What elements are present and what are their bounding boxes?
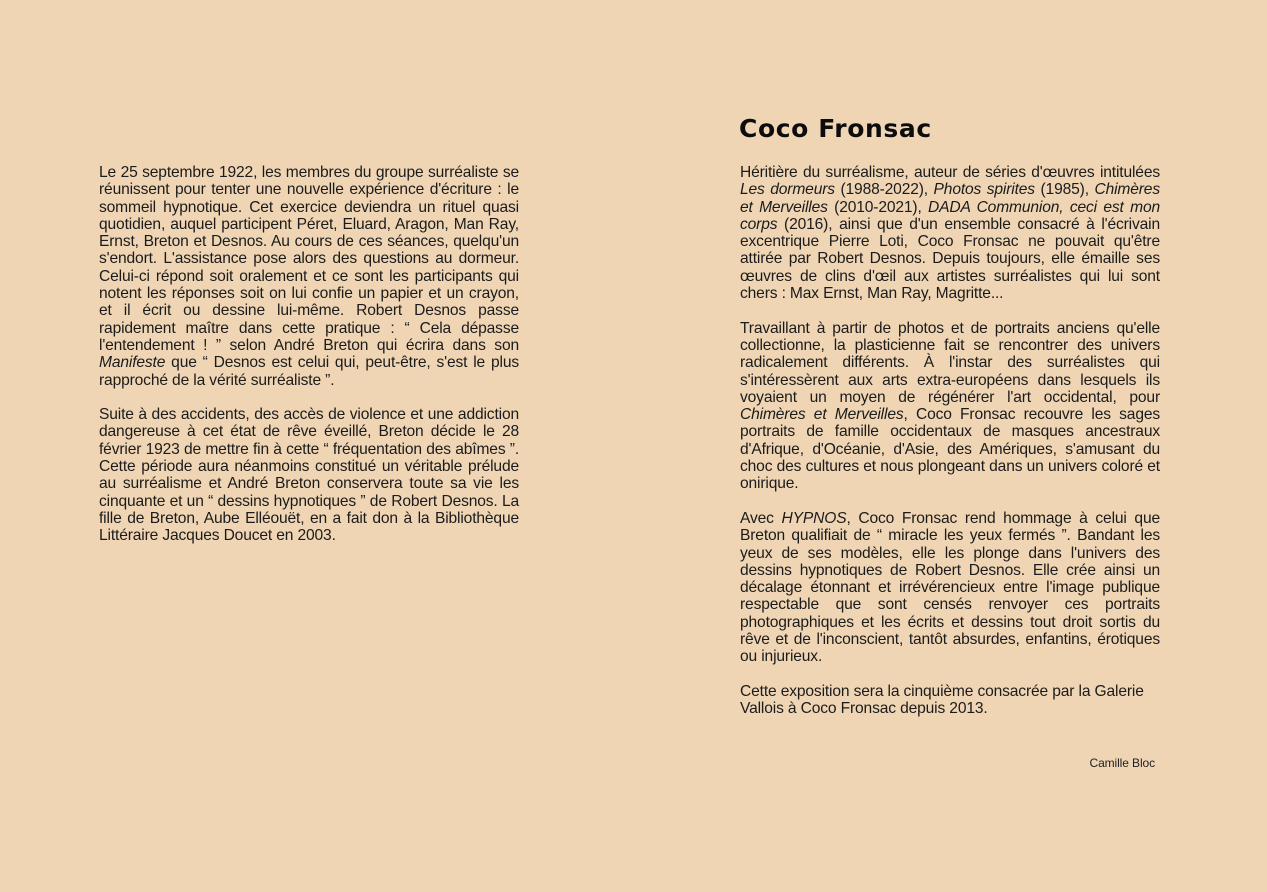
italic-title-text: Photos spirites bbox=[933, 181, 1035, 199]
text-run: (2016), ainsi que d'un ensemble consacré à l'écrivain excentrique Pierre Loti, Coco Fronsac ne pouvait qu'être attirée par Robert Desnos. Depuis toujours, elle émaille ses œuvres de clins d'œil aux artistes surréalistes qui lui sont chers : Max Ernst, Man Ray, Magritte... bbox=[740, 215, 1160, 303]
right-paragraph-2 bbox=[740, 320, 1160, 493]
text-run: Héritière du surréalisme, auteur de séries d'œuvres intitulées bbox=[740, 164, 1160, 181]
italic-title-text: DADA Communion, ceci est mon corps bbox=[740, 198, 1160, 233]
text-run: (1985), bbox=[1034, 181, 1095, 199]
right-text-column bbox=[740, 164, 1160, 735]
left-paragraph-1 bbox=[99, 164, 519, 389]
text-run: Le 25 septembre 1922, les membres du groupe surréaliste se réunissent pour tenter une nouvelle expérience d'écriture : le sommeil hypnotique. Cet exercice deviendra un rituel quasi quotidien, auquel participent Péret, Eluard, Aragon, Man Ray, Ernst, Breton et Desnos. Au cours de ces séances, quelqu'un s'endort. L'assistance pose alors des questions au dormeur. Celui-ci répond soit oralement et ce sont les participants qui notent les réponses soit on lui confie un papier et un crayon, et il écrit ou dessine lui-même. Robert Desnos passe rapidement maître dans cette pratique : “ Cela dépasse l'entendement ! ” selon André Breton qui écrira dans son bbox=[99, 164, 519, 354]
text-run: Cette exposition sera la cinquième consacrée par la Galerie Vallois à Coco Fronsac depuis 2013. bbox=[740, 682, 1144, 718]
italic-title-text: Les dormeurs bbox=[740, 181, 835, 199]
text-run: (1988-2022), bbox=[834, 181, 934, 199]
text-run: , Coco Fronsac recouvre les sages portraits de famille occidentaux de masques ancestraux d'Afrique, d'Océanie, d'Asie, des Amériques, s'amusant du choc des cultures et nous plongeant dans un univers coloré et onirique. bbox=[740, 406, 1161, 493]
text-run: Avec bbox=[740, 509, 782, 527]
left-text-column bbox=[99, 164, 519, 562]
italic-title-text: Chimères et Merveilles bbox=[740, 181, 1160, 216]
text-run: , Coco Fronsac rend hommage à celui que Breton qualifiait de “ miracle les yeux fermés ”. Bandant les yeux de ses modèles, elle les plonge dans l'univers des dessins hypnotiques de Robert Desnos. Elle crée ainsi un décalage étonnant et irrévérencieux entre l'image publique respectable que sont censés renvoyer ces portraits photographiques et les écrits et dessins tout droit sortis du rêve et de l'inconscient, tantôt absurdes, enfantins, érotiques ou injurieux. bbox=[740, 509, 1161, 666]
right-paragraph-1 bbox=[740, 164, 1160, 302]
left-paragraph-2 bbox=[99, 406, 519, 544]
text-run: Suite à des accidents, des accès de violence et une addiction dangereuse à cet état de rêve éveillé, Breton décide le 28 février 1923 de mettre fin à cette “ fréquentation des abîmes ”. Cette période aura néanmoins constitué un véritable prélude au surréalisme et André Breton conservera toute sa vie les cinquante et un “ dessins hypnotiques ” de Robert Desnos. La fille de Breton, Aube Elléouët, en a fait don à la Bibliothèque Littéraire Jacques Doucet en 2003. bbox=[99, 406, 519, 545]
author-signature: Camille Bloc bbox=[1089, 756, 1155, 770]
left-page bbox=[0, 0, 633, 892]
text-run: Travaillant à partir de photos et de portraits anciens qu'elle collectionne, la plasticienne fait se rencontrer des univers radicalement différents. À l'instar des surréalistes qui s'intéressèrent aux arts extra-européens dans lesquels ils voyaient un moyen de régénérer l'art occidental, pour bbox=[740, 319, 1160, 406]
right-page bbox=[633, 0, 1267, 892]
text-run: que “ Desnos est celui qui, peut-être, s'est le plus rapproché de la vérité surréaliste ”. bbox=[99, 354, 519, 389]
italic-title-text: HYPNOS bbox=[781, 509, 847, 527]
italic-title-text: Chimères et Merveilles bbox=[740, 406, 904, 424]
text-run: (2010-2021), bbox=[827, 198, 929, 216]
article-title: Coco Fronsac bbox=[739, 114, 932, 143]
right-paragraph-4 bbox=[740, 683, 1160, 718]
right-paragraph-3 bbox=[740, 510, 1160, 666]
italic-title-text: Manifeste bbox=[99, 354, 166, 372]
